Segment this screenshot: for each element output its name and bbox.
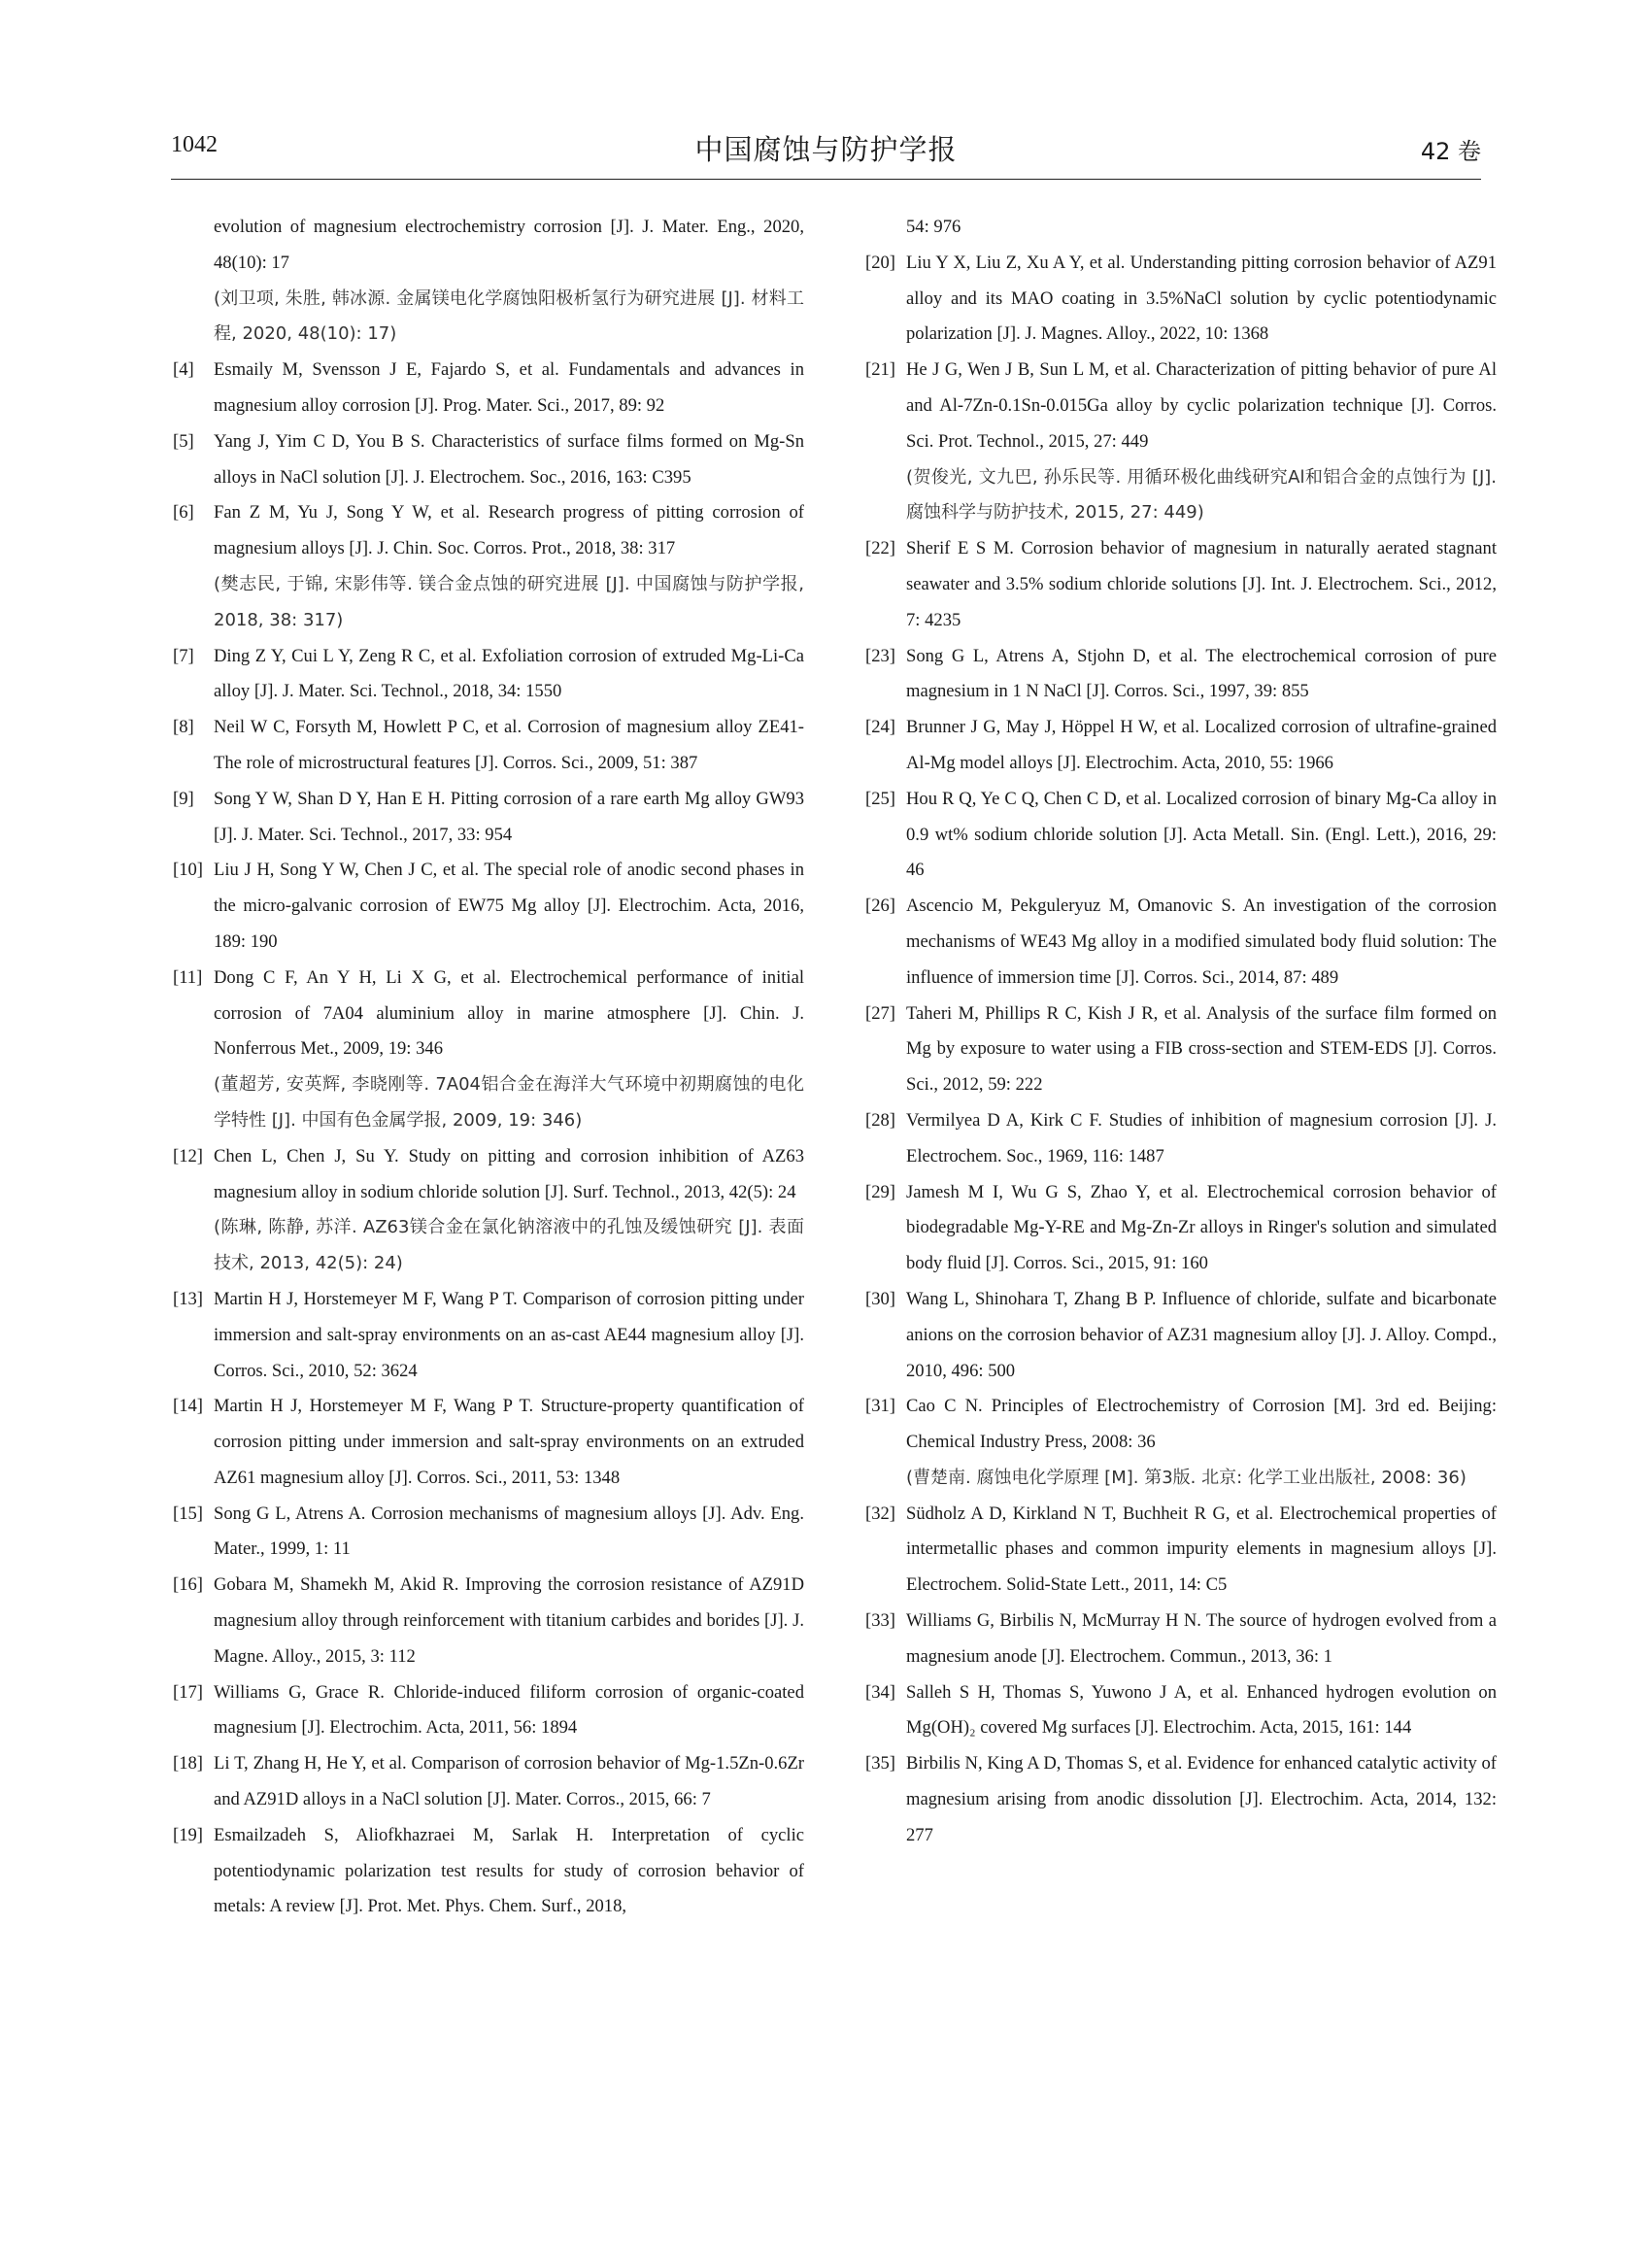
header-rule bbox=[171, 179, 1481, 180]
reference-text: Hou R Q, Ye C Q, Chen C D, et al. Localized corrosion of binary Mg-Ca alloy in 0.9 wt% sodium chloride solution [J]. Acta Metall. Sin. (Engl. Lett.), 2016, 29: 46 bbox=[906, 788, 1497, 881]
reference-text: He J G, Wen J B, Sun L M, et al. Characterization of pitting behavior of pure Al and Al-7Zn-0.1Sn-0.015Ga alloy by cyclic polarization technique [J]. Corros. Sci. Prot. Technol., 2015, 27: 449 bbox=[906, 359, 1497, 452]
reference-text: Taheri M, Phillips R C, Kish J R, et al. Analysis of the surface film formed on Mg by exposure to water using a FIB cross-section and STEM-EDS [J]. Corros. Sci., 2012, 59: 222 bbox=[906, 1002, 1497, 1096]
reference-number: [14] bbox=[173, 1396, 203, 1417]
reference-item bbox=[173, 1746, 804, 1818]
reference-number: [31] bbox=[865, 1396, 895, 1417]
reference-item bbox=[865, 1497, 1497, 1604]
reference-item bbox=[173, 353, 804, 424]
reference-item bbox=[173, 1389, 804, 1496]
reference-continuation bbox=[865, 210, 1497, 246]
reference-number: [15] bbox=[173, 1503, 203, 1524]
reference-text: Martin H J, Horstemeyer M F, Wang P T. Comparison of corrosion pitting under immersion and salt-spray environments on an as-cast AE44 magnesium alloy [J]. Corros. Sci., 2010, 52: 3624 bbox=[214, 1288, 804, 1381]
reference-item bbox=[173, 1497, 804, 1569]
reference-item bbox=[865, 710, 1497, 782]
reference-chinese-text: (樊志民, 于锦, 宋影伟等. 镁合金点蚀的研究进展 [J]. 中国腐蚀与防护学报, 2018, 38: 317) bbox=[214, 573, 804, 630]
reference-item bbox=[865, 889, 1497, 996]
reference-text: Sherif E S M. Corrosion behavior of magnesium in naturally aerated stagnant seawater and 3.5% sodium chloride solutions [J]. Int. J. Electrochem. Sci., 2012, 7: 4235 bbox=[906, 538, 1497, 630]
reference-item bbox=[865, 1604, 1497, 1675]
reference-text: Chen L, Chen J, Su Y. Study on pitting and corrosion inhibition of AZ63 magnesium alloy in sodium chloride solution [J]. Surf. Technol., 2013, 42(5): 24 bbox=[214, 1145, 804, 1202]
page-header bbox=[171, 132, 1481, 171]
reference-item bbox=[865, 639, 1497, 711]
reference-item bbox=[865, 1282, 1497, 1389]
reference-text: Song G L, Atrens A, Stjohn D, et al. The electrochemical corrosion of pure magnesium in 1 N NaCl [J]. Corros. Sci., 1997, 39: 855 bbox=[906, 645, 1497, 702]
reference-item bbox=[865, 1675, 1497, 1747]
reference-chinese-text: (贺俊光, 文九巴, 孙乐民等. 用循环极化曲线研究Al和铝合金的点蚀行为 [J]. 腐蚀科学与防护技术, 2015, 27: 449) bbox=[906, 466, 1497, 524]
reference-item bbox=[865, 782, 1497, 889]
reference-text: Williams G, Birbilis N, McMurray H N. The source of hydrogen evolved from a magnesium anode [J]. Electrochem. Commun., 2013, 36: 1 bbox=[906, 1610, 1497, 1667]
reference-text: Birbilis N, King A D, Thomas S, et al. Evidence for enhanced catalytic activity of magnesium arising from anodic dissolution [J]. Electrochim. Acta, 2014, 132: 277 bbox=[906, 1753, 1497, 1845]
reference-item bbox=[173, 1282, 804, 1389]
reference-item bbox=[173, 1139, 804, 1282]
reference-text: Li T, Zhang H, He Y, et al. Comparison of corrosion behavior of Mg-1.5Zn-0.6Zr and AZ91D alloys in a NaCl solution [J]. Mater. Corros., 2015, 66: 7 bbox=[214, 1753, 804, 1810]
reference-number: [5] bbox=[173, 430, 194, 452]
reference-number: [35] bbox=[865, 1753, 895, 1774]
page-number: 1042 bbox=[171, 132, 218, 157]
reference-number: [19] bbox=[173, 1824, 203, 1845]
reference-text: Liu Y X, Liu Z, Xu A Y, et al. Understanding pitting corrosion behavior of AZ91 alloy and its MAO coating in 3.5%NaCl solution by cyclic potentiodynamic polarization [J]. J. Magnes. Alloy., 2022, 10: 1368 bbox=[906, 252, 1497, 345]
reference-item bbox=[173, 424, 804, 496]
reference-number: [32] bbox=[865, 1503, 895, 1524]
reference-chinese-text: (董超芳, 安英辉, 李晓刚等. 7A04铝合金在海洋大气环境中初期腐蚀的电化学特性 [J]. 中国有色金属学报, 2009, 19: 346) bbox=[214, 1074, 804, 1131]
reference-text: Neil W C, Forsyth M, Howlett P C, et al. Corrosion of magnesium alloy ZE41-The role of microstructural features [J]. Corros. Sci., 2009, 51: 387 bbox=[214, 717, 804, 773]
reference-number: [21] bbox=[865, 359, 895, 381]
reference-text: Ding Z Y, Cui L Y, Zeng R C, et al. Exfoliation corrosion of extruded Mg-Li-Ca alloy [J]. J. Mater. Sci. Technol., 2018, 34: 1550 bbox=[214, 645, 804, 702]
reference-text: Esmaily M, Svensson J E, Fajardo S, et al. Fundamentals and advances in magnesium alloy corrosion [J]. Prog. Mater. Sci., 2017, 89: 92 bbox=[214, 359, 804, 416]
journal-title: 中国腐蚀与防护学报 bbox=[694, 133, 958, 166]
reference-item bbox=[865, 353, 1497, 531]
reference-number: [33] bbox=[865, 1610, 895, 1632]
reference-item bbox=[865, 246, 1497, 353]
reference-number: [34] bbox=[865, 1681, 895, 1703]
reference-number: [24] bbox=[865, 717, 895, 738]
reference-number: [16] bbox=[173, 1574, 203, 1596]
reference-text: Vermilyea D A, Kirk C F. Studies of inhibition of magnesium corrosion [J]. J. Electrochem. Soc., 1969, 116: 1487 bbox=[906, 1109, 1497, 1166]
reference-item bbox=[173, 495, 804, 638]
reference-number: [4] bbox=[173, 359, 194, 381]
reference-item bbox=[173, 1818, 804, 1925]
reference-number: [11] bbox=[173, 966, 203, 988]
continuation-text: evolution of magnesium electrochemistry corrosion [J]. J. Mater. Eng., 2020, 48(10): 17 bbox=[214, 217, 804, 273]
reference-text: Martin H J, Horstemeyer M F, Wang P T. Structure-property quantification of corrosion pitting under immersion and salt-spray environments on an extruded AZ61 magnesium alloy [J]. Corros. Sci., 2011, 53: 1348 bbox=[214, 1396, 804, 1488]
reference-text: Esmailzadeh S, Aliofkhazraei M, Sarlak H. Interpretation of cyclic potentiodynamic polarization test results for study of corrosion behavior of metals: A review [J]. Prot. Met. Phys. Chem. Surf., 2018, bbox=[214, 1824, 804, 1917]
reference-item bbox=[865, 1175, 1497, 1282]
left-reference-column bbox=[173, 210, 804, 1925]
reference-text: Wang L, Shinohara T, Zhang B P. Influence of chloride, sulfate and bicarbonate anions on the corrosion behavior of AZ31 magnesium alloy [J]. J. Alloy. Compd., 2010, 496: 500 bbox=[906, 1288, 1497, 1381]
reference-item bbox=[173, 853, 804, 960]
right-reference-column bbox=[865, 210, 1497, 1854]
reference-number: [29] bbox=[865, 1181, 895, 1202]
reference-text: Song Y W, Shan D Y, Han E H. Pitting corrosion of a rare earth Mg alloy GW93 [J]. J. Mater. Sci. Technol., 2017, 33: 954 bbox=[214, 788, 804, 845]
reference-text: Dong C F, An Y H, Li X G, et al. Electrochemical performance of initial corrosion of 7A04 aluminium alloy in marine atmosphere [J]. Chin. J. Nonferrous Met., 2009, 19: 346 bbox=[214, 966, 804, 1060]
reference-number: [28] bbox=[865, 1109, 895, 1131]
reference-item bbox=[173, 1568, 804, 1674]
reference-item bbox=[173, 961, 804, 1139]
reference-number: [22] bbox=[865, 538, 895, 559]
reference-text: Williams G, Grace R. Chloride-induced filiform corrosion of organic-coated magnesium [J]. Electrochim. Acta, 2011, 56: 1894 bbox=[214, 1681, 804, 1739]
volume-label: 42 卷 bbox=[1420, 138, 1481, 165]
reference-number: [10] bbox=[173, 860, 203, 881]
reference-text: Jamesh M I, Wu G S, Zhao Y, et al. Electrochemical corrosion behavior of biodegradable Mg-Y-RE and Mg-Zn-Zr alloys in Ringer's solution and simulated body fluid [J]. Corros. Sci., 2015, 91: 160 bbox=[906, 1181, 1497, 1274]
reference-number: [23] bbox=[865, 645, 895, 666]
reference-number: [13] bbox=[173, 1288, 203, 1309]
reference-chinese-text: (曹楚南. 腐蚀电化学原理 [M]. 第3版. 北京: 化学工业出版社, 2008: 36) bbox=[906, 1467, 1467, 1488]
reference-text: Liu J H, Song Y W, Chen J C, et al. The special role of anodic second phases in the micro-galvanic corrosion of EW75 Mg alloy [J]. Electrochim. Acta, 2016, 189: 190 bbox=[214, 860, 804, 952]
reference-item bbox=[173, 1675, 804, 1747]
reference-text: Salleh S H, Thomas S, Yuwono J A, et al. Enhanced hydrogen evolution on Mg(OH)₂ covered Mg surfaces [J]. Electrochim. Acta, 2015, 161: 144 bbox=[906, 1681, 1497, 1739]
reference-item bbox=[865, 531, 1497, 638]
reference-number: [20] bbox=[865, 252, 895, 273]
reference-text: Gobara M, Shamekh M, Akid R. Improving the corrosion resistance of AZ91D magnesium alloy through reinforcement with titanium carbides and borides [J]. J. Magne. Alloy., 2015, 3: 112 bbox=[214, 1574, 804, 1667]
reference-number: [18] bbox=[173, 1753, 203, 1774]
reference-text: Südholz A D, Kirkland N T, Buchheit R G, et al. Electrochemical properties of intermetallic phases and common impurity elements in magnesium alloys [J]. Electrochem. Solid-State Lett., 2011, 14: C5 bbox=[906, 1503, 1497, 1596]
reference-chinese-text: (陈琳, 陈静, 苏洋. AZ63镁合金在氯化钠溶液中的孔蚀及缓蚀研究 [J]. 表面技术, 2013, 42(5): 24) bbox=[214, 1217, 804, 1274]
reference-item bbox=[865, 1389, 1497, 1496]
reference-item bbox=[173, 639, 804, 711]
reference-number: [25] bbox=[865, 788, 895, 809]
reference-number: [30] bbox=[865, 1288, 895, 1309]
continuation-text: 54: 976 bbox=[906, 217, 961, 237]
reference-number: [8] bbox=[173, 717, 194, 738]
reference-number: [12] bbox=[173, 1145, 203, 1166]
reference-number: [27] bbox=[865, 1002, 895, 1024]
reference-text: Song G L, Atrens A. Corrosion mechanisms of magnesium alloys [J]. Adv. Eng. Mater., 1999, 1: 11 bbox=[214, 1503, 804, 1560]
reference-item bbox=[865, 997, 1497, 1103]
reference-number: [26] bbox=[865, 895, 895, 917]
reference-item bbox=[865, 1103, 1497, 1175]
reference-text: Fan Z M, Yu J, Song Y W, et al. Research progress of pitting corrosion of magnesium alloys [J]. J. Chin. Soc. Corros. Prot., 2018, 38: 317 bbox=[214, 502, 804, 559]
reference-item bbox=[173, 710, 804, 782]
reference-item bbox=[173, 782, 804, 854]
reference-number: [9] bbox=[173, 788, 194, 809]
reference-text: Brunner J G, May J, Höppel H W, et al. Localized corrosion of ultrafine-grained Al-Mg model alloys [J]. Electrochim. Acta, 2010, 55: 1966 bbox=[906, 717, 1497, 773]
reference-number: [7] bbox=[173, 645, 194, 666]
reference-continuation bbox=[173, 210, 804, 353]
reference-number: [17] bbox=[173, 1681, 203, 1703]
reference-text: Yang J, Yim C D, You B S. Characteristics of surface films formed on Mg-Sn alloys in NaCl solution [J]. J. Electrochem. Soc., 2016, 163: C395 bbox=[214, 430, 804, 488]
continuation-cn: (刘卫项, 朱胜, 韩冰源. 金属镁电化学腐蚀阳极析氢行为研究进展 [J]. 材料工程, 2020, 48(10): 17) bbox=[214, 287, 804, 345]
reference-item bbox=[865, 1746, 1497, 1853]
reference-text: Cao C N. Principles of Electrochemistry of Corrosion [M]. 3rd ed. Beijing: Chemical Industry Press, 2008: 36 bbox=[906, 1396, 1497, 1453]
reference-number: [6] bbox=[173, 502, 194, 524]
reference-text: Ascencio M, Pekguleryuz M, Omanovic S. An investigation of the corrosion mechanisms of WE43 Mg alloy in a modified simulated body fluid solution: The influence of immersion time [J]. Corros. Sci., 2014, 87: 489 bbox=[906, 895, 1497, 988]
